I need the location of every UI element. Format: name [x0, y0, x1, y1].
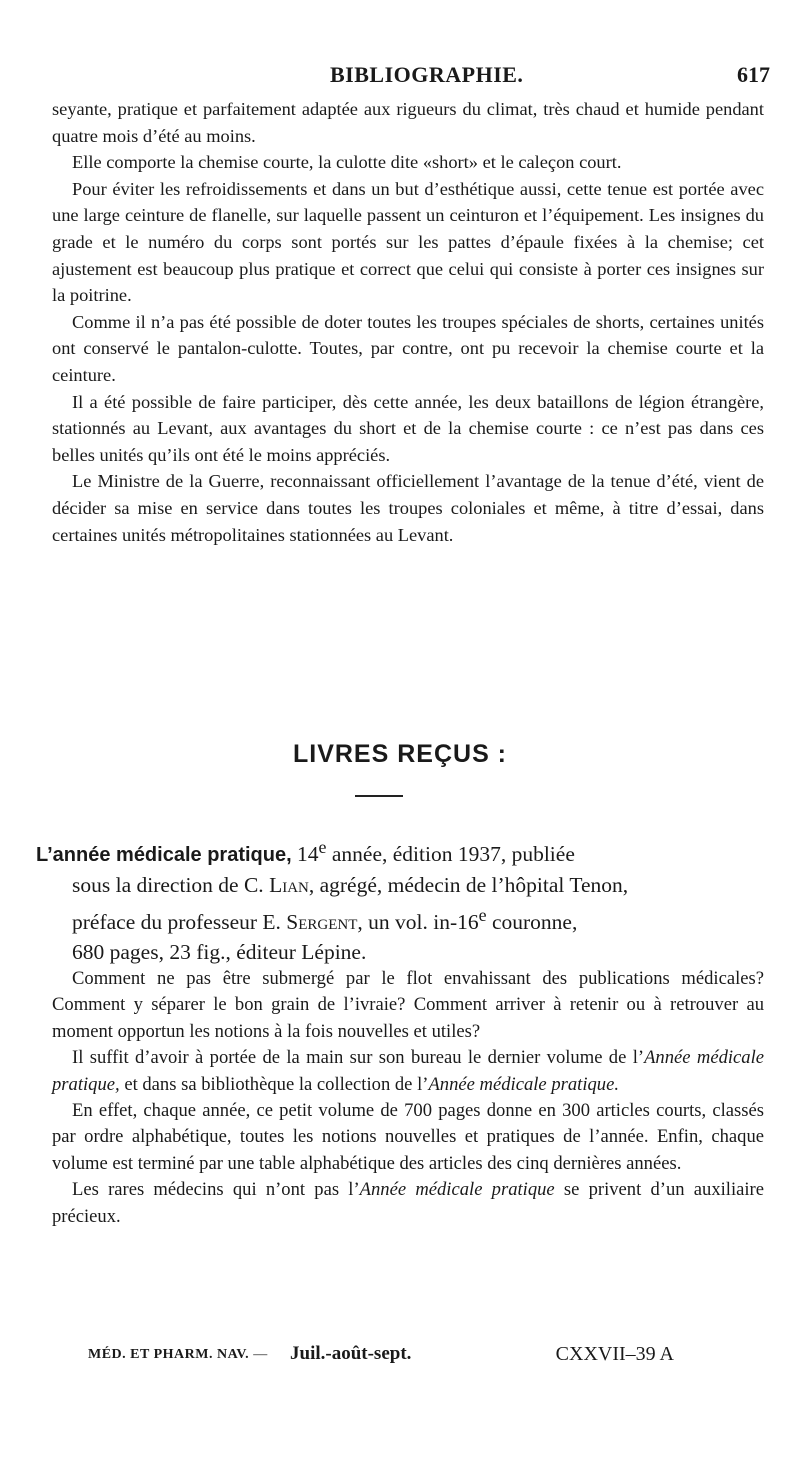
paragraph: Il a été possible de faire participer, dès cette année, les deux bataillons de légion étrangère, stationnés au Levant, aux avantages du short et de la chemise courte : ce n’est pas dans ces belles unités qu’ils ont été le moins appréciés.: [52, 391, 764, 465]
book-author: Lian: [269, 873, 309, 898]
paragraph: Pour éviter les refroidissements et dans un but d’esthétique aussi, cette tenue est portée avec une large ceinture de flanelle, sur laquelle passent un ceinturon et l’équipement. Les insignes du grade et le numéro du corps sont portés sur les pattes d’épaule fixées à la chemise; cet ajustement est beaucoup plus pratique et correct que celui qui consiste à porter ces insignes sur la poitrine.: [52, 178, 764, 306]
book-text: 680 pages, 23 fig., éditeur Lépine.: [72, 940, 367, 965]
book-preface-author: Sergent: [286, 910, 358, 935]
footer-date: Juil.-août-sept.: [290, 1343, 412, 1364]
paragraph: Comment ne pas être submergé par le flot envahissant des publications médicales? Comment y séparer le bon grain de l’ivraie? Comment arriver à retenir ou à retrouver au moment opportun les notions à la fois nouvelles et utiles?: [52, 968, 764, 1042]
text-run: et dans sa bibliothèque la collection de l’: [119, 1073, 429, 1095]
book-review: [52, 966, 764, 1230]
paragraph: [52, 1177, 764, 1230]
book-text: sous la direction de C.: [72, 873, 270, 898]
book-title: L’année médicale pratique,: [36, 844, 292, 867]
continuation-text: [52, 96, 764, 548]
page-number: 617: [737, 62, 770, 87]
book-text: , un vol. in-16: [357, 910, 479, 935]
text-run: Les rares médecins qui n’ont pas l’: [72, 1179, 360, 1201]
paragraph: [52, 1045, 764, 1098]
footer-dash: —: [249, 1347, 268, 1362]
paragraph: Elle comporte la chemise courte, la culotte dite «short» et le caleçon court.: [72, 152, 622, 173]
paragraph: En effet, chaque année, ce petit volume de 700 pages donne en 300 articles courts, classés par ordre alphabétique, toutes les notions nouvelles et pratiques de l’année. Enfin, chaque volume est terminé par une table alphabétique des articles des cinq dernières années.: [52, 1100, 764, 1174]
italic-title: Année médicale pratique,: [52, 1047, 765, 1095]
book-text: e: [478, 905, 487, 926]
section-title: LIVRES REÇUS :: [292, 740, 508, 768]
italic-title: Année médicale pratique: [359, 1179, 555, 1201]
running-title: BIBLIOGRAPHIE.: [330, 62, 524, 87]
text-run: se privent d’un auxiliaire précieux.: [52, 1179, 764, 1227]
journal-abbrev: MÉD. ET PHARM. NAV.: [88, 1347, 250, 1362]
paragraph: Le Ministre de la Guerre, reconnaissant officiellement l’avantage de la tenue d’été, vient de décider sa mise en service dans toutes les troupes coloniales et même, à titre d’essai, dans certaines unités métropolitaines stationnées au Levant.: [52, 471, 764, 545]
book-text: préface du professeur E.: [72, 910, 287, 935]
book-reference: [36, 832, 764, 967]
page-header: [310, 62, 770, 90]
footer-signature: CXXVII–39 A: [555, 1343, 674, 1365]
page-footer: [88, 1345, 674, 1375]
text-run: Il suffit d’avoir à portée de la main sur son bureau le dernier volume de l’: [72, 1047, 645, 1069]
book-text: , agrégé, médecin de l’hôpital Tenon,: [308, 873, 629, 898]
italic-title: Année médicale pratique.: [428, 1073, 619, 1095]
footer-journal: [88, 1347, 268, 1363]
book-text: couronne,: [486, 910, 578, 935]
book-text: année, édition 1937, publiée: [326, 842, 575, 867]
paragraph: seyante, pratique et parfaitement adaptée aux rigueurs du climat, très chaud et humide pendant quatre mois d’été au moins.: [52, 99, 764, 146]
book-text: e: [318, 837, 327, 857]
book-text: 14: [291, 842, 319, 867]
paragraph: Comme il n’a pas été possible de doter toutes les troupes spéciales de shorts, certaines unités ont conservé le pantalon-culotte. Toutes, par contre, ont pu recevoir la chemise courte et la ceinture.: [52, 311, 764, 385]
section-divider: [355, 795, 403, 797]
